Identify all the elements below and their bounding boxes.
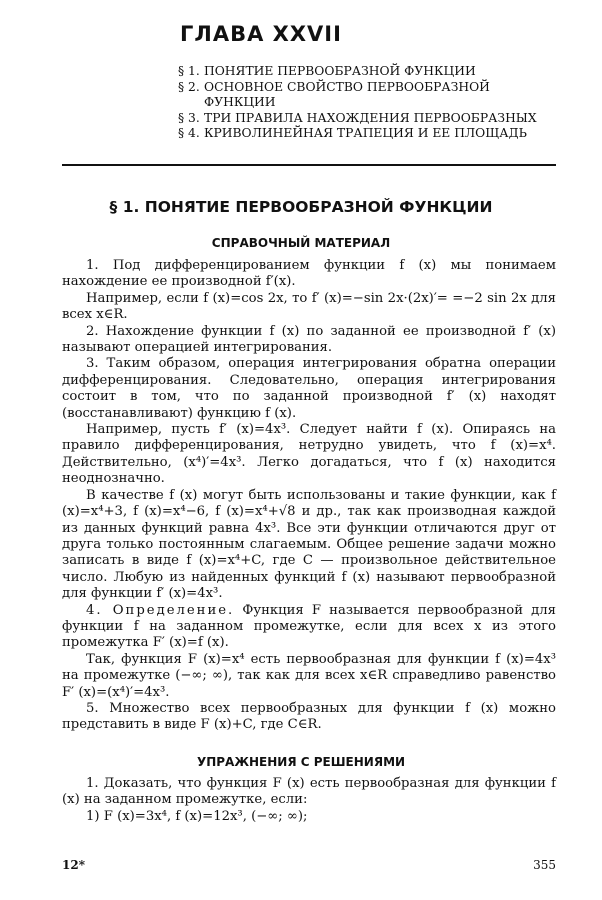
paragraph: Например, пусть f′ (x)=4x³. Следует найти f (x). Опираясь на правило дифференцирования, нетрудно увидеть, что f (x)=x⁴. Действительно, (x⁴)′=4x³. Легко догадаться, что f (x) находится неоднозначно. xyxy=(62,422,556,487)
toc-number: § 4. xyxy=(178,126,200,140)
toc-text: ФУНКЦИИ xyxy=(204,95,276,109)
toc-item xyxy=(178,111,537,127)
reference-body xyxy=(62,258,556,734)
chapter-contents xyxy=(178,64,537,142)
toc-item xyxy=(178,126,537,142)
exercises-heading: УПРАЖНЕНИЯ С РЕШЕНИЯМИ xyxy=(196,755,406,769)
signature-mark: 12* xyxy=(62,858,85,872)
paragraph: 2. Нахождение функции f (x) по заданной ее производной f′ (x) называют операцией интегрирования. xyxy=(62,323,556,356)
toc-number: § 3. xyxy=(178,110,200,125)
paragraph: Так, функция F (x)=x⁴ есть первообразная для функции f (x)=4x³ на промежутке (−∞; ∞), так как для всех x∈R справедливо равенство F′ (x)=(x⁴)′=4x³. xyxy=(62,651,556,700)
toc-item-continuation xyxy=(178,95,537,111)
paragraph: 3. Таким образом, операция интегрирования обратна операции дифференцирования. Следовательно, операция интегрирования состоит в том, что по заданной производной f′ (x) находят (восстанавливают) функцию f (x). xyxy=(62,356,556,421)
toc-item xyxy=(178,64,537,80)
paragraph: 1. Под дифференцированием функции f (x) мы понимаем нахождение ее производной f′(x). xyxy=(62,258,556,290)
toc-text: ТРИ ПРАВИЛА НАХОЖДЕНИЯ ПЕРВООБРАЗНЫХ xyxy=(204,110,537,125)
toc-item xyxy=(178,80,537,96)
paragraph: В качестве f (x) могут быть использованы и такие функции, как f (x)=x⁴+3, f (x)=x⁴−6, f (x)=x⁴+√8 и др., так как производная каждой из данных функций равна 4x³. Все эти функции отличаются друг от друга только постоянным слагаемым. Общее решение задачи можно записать в виде f (x)=x⁴+C, где C — произвольное действительное число. Любую из найденных функций f (x) называют первообразной для функции f′ (x)=4x³. xyxy=(62,487,556,602)
page-number: 355 xyxy=(533,858,556,872)
chapter-title: ГЛАВА XXVII xyxy=(180,22,342,46)
definition-text: Функция F называется первообразной для функции f на заданном промежутке, если для всех x из этого промежутка F′ (x)=f (x). xyxy=(62,602,556,651)
paragraph: Например, если f (x)=cos 2x, то f′ (x)=−sin 2x·(2x)′= =−2 sin 2x для всех x∈R. xyxy=(62,290,556,323)
definition-label: 4. Определение. xyxy=(86,602,235,618)
section-title: § 1. ПОНЯТИЕ ПЕРВООБРАЗНОЙ ФУНКЦИИ xyxy=(109,198,493,216)
toc-number: § 2. xyxy=(178,79,200,94)
toc-text: ПОНЯТИЕ ПЕРВООБРАЗНОЙ ФУНКЦИИ xyxy=(204,64,476,78)
definition-paragraph xyxy=(62,603,556,652)
paragraph: 5. Множество всех первообразных для функции f (x) можно представить в виде F (x)+C, где C∈R. xyxy=(62,700,556,733)
paragraph: 1) F (x)=3x⁴, f (x)=12x³, (−∞; ∞); xyxy=(86,808,308,824)
reference-heading: СПРАВОЧНЫЙ МАТЕРИАЛ xyxy=(211,236,391,250)
paragraph: 1. Доказать, что функция F (x) есть первообразная для функции f (x) на заданном промежутке, если: xyxy=(62,776,556,808)
exercises-body xyxy=(62,776,556,825)
toc-text: КРИВОЛИНЕЙНАЯ ТРАПЕЦИЯ И ЕЕ ПЛОЩАДЬ xyxy=(204,126,527,140)
toc-number: § 1. xyxy=(178,64,200,78)
divider xyxy=(62,164,556,166)
toc-text: ОСНОВНОЕ СВОЙСТВО ПЕРВООБРАЗНОЙ xyxy=(204,79,490,94)
